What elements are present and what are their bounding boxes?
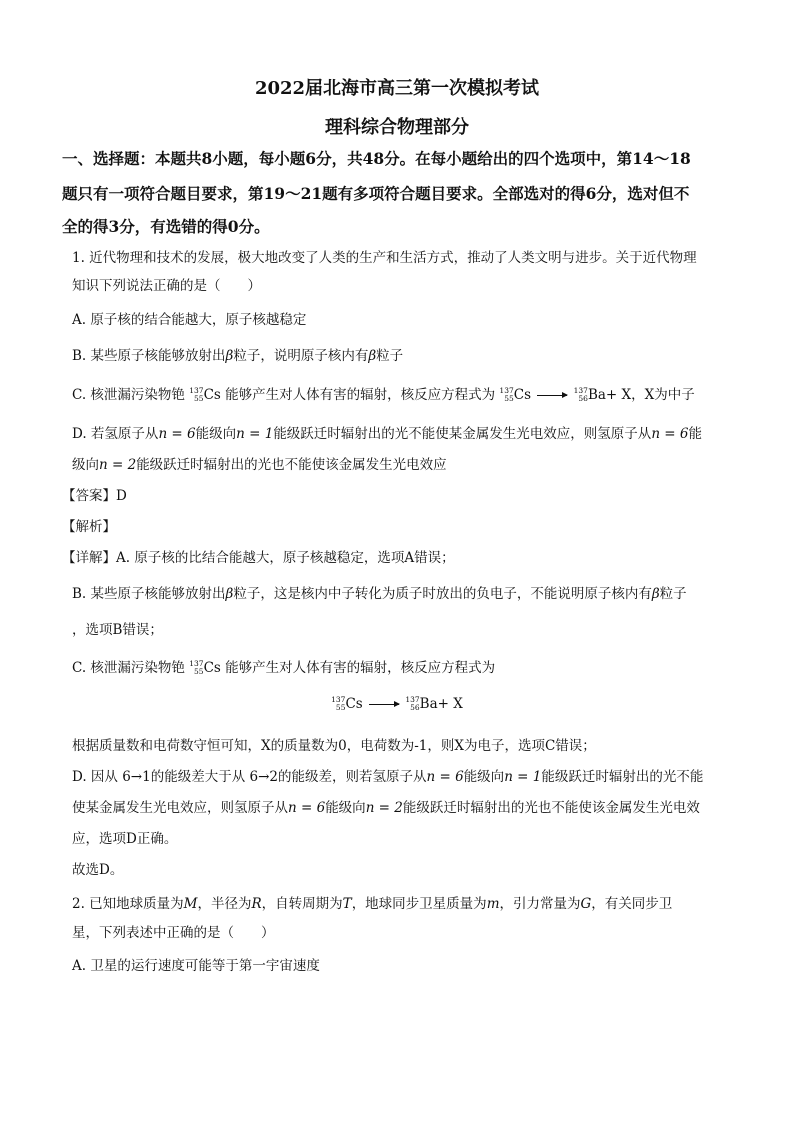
detail-line-9: 故选D。	[72, 862, 124, 878]
q1-option-d-line-2: 级向n = 2能级跃迁时辐射出的光也不能使该金属发生光电效应	[72, 457, 447, 473]
cesium-nuclide: 137 55	[189, 658, 204, 676]
exam-title: 2022届北海市高三第一次模拟考试	[254, 78, 540, 99]
detail-line-5: 根据质量数和电荷数守恒可知，X的质量数为0，电荷数为-1，则X为电子，选项C错误；	[72, 738, 596, 754]
detail-line-7: 使某金属发生光电效应，则氢原子从n = 6能级向n = 2能级跃迁时辐射出的光也不能使该金属发生光电效	[72, 800, 700, 816]
cesium-nuclide: 137 55	[189, 385, 204, 403]
q2-stem-line-2: 星，下列表述中正确的是（ ）	[72, 925, 275, 941]
section-instruction-line-1: 一、选择题：本题共8小题，每小题6分，共48分。在每小题给出的四个选项中，第14～18	[62, 149, 691, 168]
q1-stem-line-1: 1. 近代物理和技术的发展，极大地改变了人类的生产和生活方式，推动了人类文明与进步。关于近代物理	[72, 250, 697, 266]
detail-line-8: 应，选项D正确。	[72, 831, 178, 847]
barium-nuclide: 137 56	[405, 694, 420, 712]
detail-line-6: D. 因从 6→1的能级差大于从 6→2的能级差，则若氢原子从n = 6能级向n = 1能级跃迁时辐射出的光不能	[72, 769, 704, 785]
q1-stem-line-2: 知识下列说法正确的是（ ）	[72, 278, 261, 294]
q1-option-d-line-1: D. 若氢原子从n = 6能级向n = 1能级跃迁时辐射出的光不能使某金属发生光电效应，则氢原子从n = 6能	[72, 426, 702, 442]
q2-option-a: A. 卫星的运行速度可能等于第一宇宙速度	[72, 958, 320, 974]
exam-subtitle: 理科综合物理部分	[325, 117, 469, 138]
reaction-arrow-icon	[369, 704, 399, 705]
cesium-nuclide: 137 55	[499, 385, 514, 403]
detail-line-3: ，选项B错误；	[72, 622, 163, 638]
analysis-label: 【解析】	[62, 519, 116, 535]
detail-line-4: C. 核泄漏污染物铯 137 55 Cs 能够产生对人体有害的辐射，核反应方程式为	[72, 658, 496, 676]
reaction-equation: 137 55 Cs 137 56 Ba+ X	[331, 694, 463, 712]
beta-symbol: β	[225, 348, 234, 364]
section-instruction-line-2: 题只有一项符合题目要求，第19～21题有多项符合题目要求。全部选对的得6分，选对但不	[62, 184, 690, 203]
q2-stem-line-1: 2. 已知地球质量为M，半径为R，自转周期为T，地球同步卫星质量为m，引力常量为G，有关同步卫	[72, 896, 673, 912]
q1-option-b: B. 某些原子核能够放射出β粒子，说明原子核内有β粒子	[72, 348, 404, 364]
detail-line-1: 【详解】A. 原子核的比结合能越大，原子核越稳定，选项A错误；	[62, 550, 455, 566]
barium-nuclide: 137 56	[573, 385, 588, 403]
answer-label: 【答案】D	[62, 488, 127, 504]
reaction-arrow-icon	[537, 395, 567, 396]
detail-line-2: B. 某些原子核能够放射出β粒子，这是核内中子转化为质子时放出的负电子，不能说明原子核内有β粒子	[72, 586, 687, 602]
q1-option-a: A. 原子核的结合能越大，原子核越稳定	[72, 312, 307, 328]
cesium-nuclide: 137 55	[331, 694, 346, 712]
q1-option-c: C. 核泄漏污染物铯 137 55 Cs 能够产生对人体有害的辐射，核反应方程式为 137 55 Cs 137 56 Ba+ X，X为中子	[72, 385, 695, 403]
section-instruction-line-3: 全的得3分，有选错的得0分。	[62, 217, 270, 236]
beta-symbol: β	[368, 348, 377, 364]
